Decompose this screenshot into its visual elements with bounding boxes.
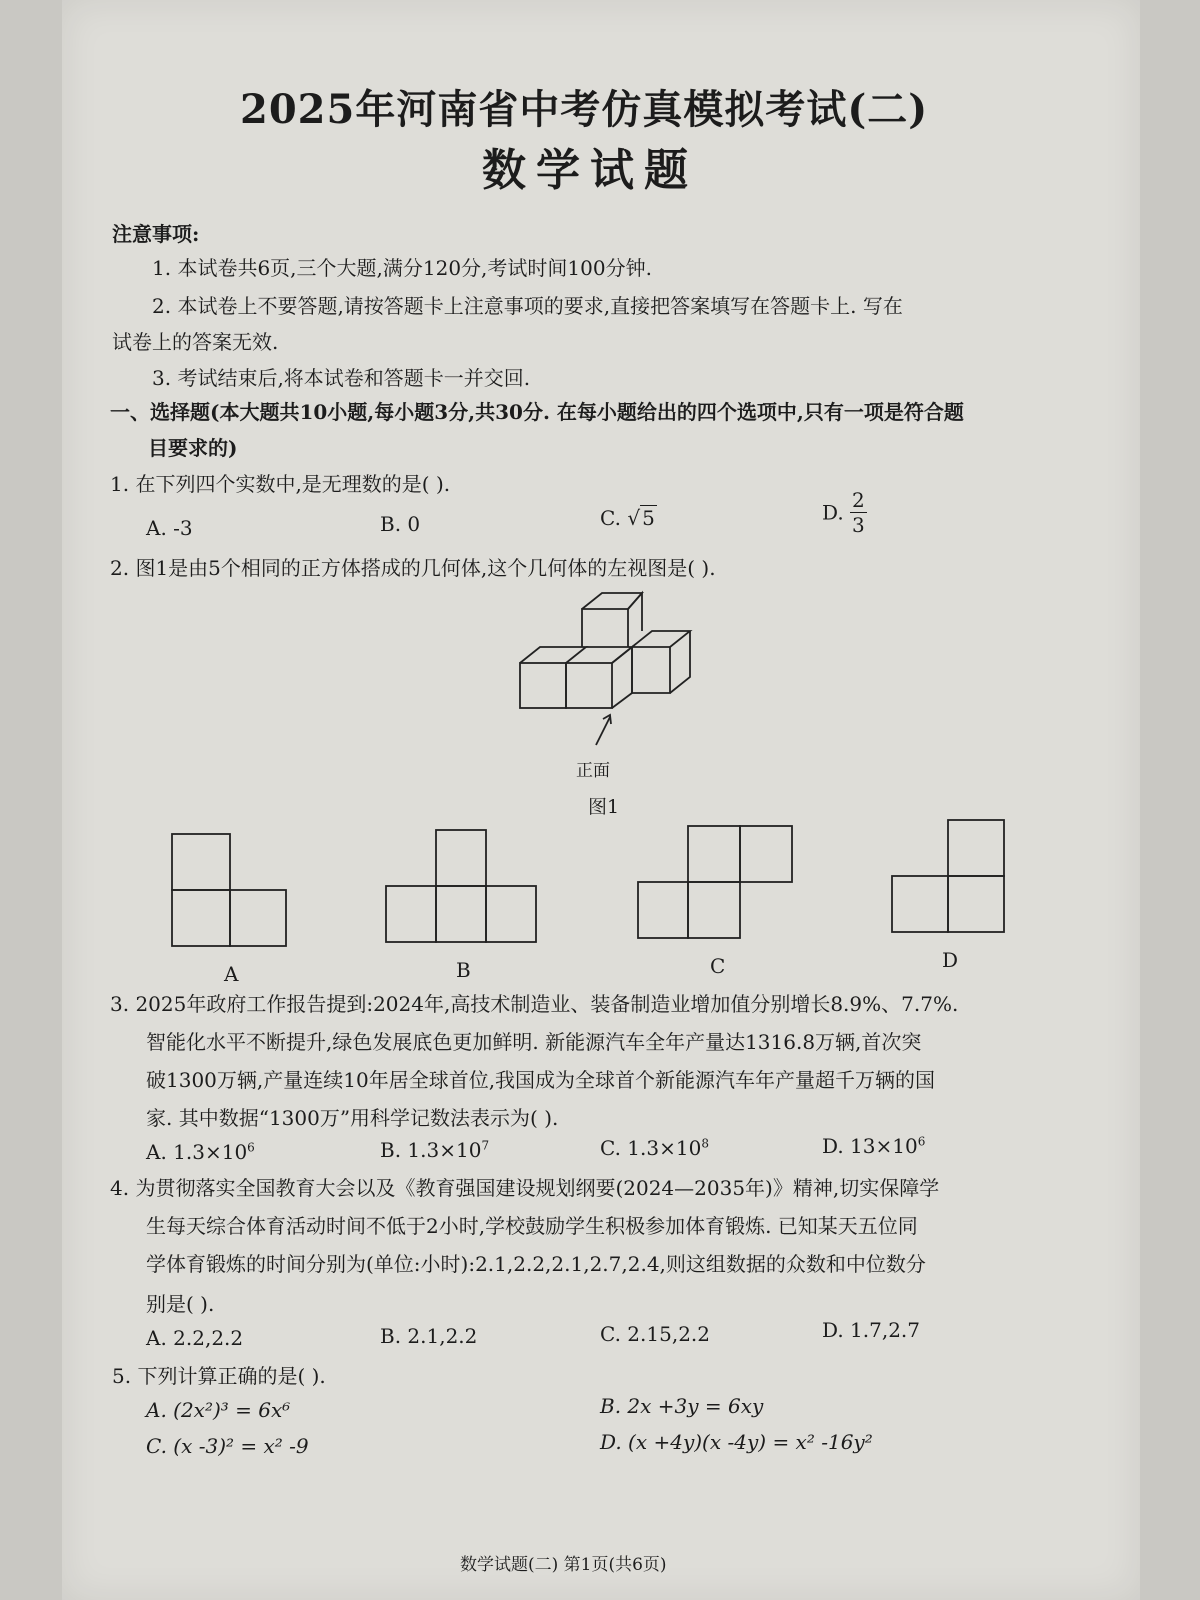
q3-option-b [380,1138,489,1162]
cube-top-1 [520,647,586,663]
question-1-stem: 1. 在下列四个实数中,是无理数的是( ). [110,472,451,496]
cube-back-right-top [632,631,690,647]
question-4-line-3: 学体育锻炼的时间分别为(单位:小时):2.1,2.2,2.1,2.7,2.4,则这组数据的众数和中位数分 [146,1252,926,1276]
question-3-line-2: 智能化水平不断提升,绿色发展底色更加鲜明. 新能源汽车全年产量达1316.8万辆,首次突 [146,1030,922,1054]
q5-option-c: C. (x -3)² = x² -9 [146,1434,309,1458]
cube-top-2 [586,647,632,663]
q1-option-a: A. -3 [146,516,193,540]
q2-option-c-label: C [710,954,726,978]
page-footer: 数学试题(二) 第1页(共6页) [460,1555,667,1575]
question-3-line-1: 3. 2025年政府工作报告提到:2024年,高技术制造业、装备制造业增加值分别增长8.9%、7.7%. [110,992,959,1016]
cube-back-right-side [670,631,690,693]
question-5-stem: 5. 下列计算正确的是( ). [112,1364,326,1388]
fraction [850,490,867,535]
q4-option-a: A. 2.2,2.2 [146,1326,244,1350]
q4-option-b: B. 2.1,2.2 [380,1324,478,1348]
question-4-line-2: 生每天综合体育活动时间不低于2小时,学校鼓励学生积极参加体育锻炼. 已知某天五位同 [146,1214,918,1238]
q3-option-d-base: D. 13×10 [822,1134,918,1158]
question-3-line-3: 破1300万辆,产量连续10年居全球首位,我国成为全球首个新能源汽车年产量超千万辆的国 [146,1068,936,1092]
q2-option-a-label: A [224,962,239,986]
q4-option-d: D. 1.7,2.7 [822,1318,921,1342]
question-2-stem: 2. 图1是由5个相同的正方体搭成的几何体,这个几何体的左视图是( ). [110,556,716,580]
question-4-line-4: 别是( ). [146,1292,215,1316]
q1-option-c-label: C. [600,506,628,530]
notice-item-2: 2. 本试卷上不要答题,请按答题卡上注意事项的要求,直接把答案填写在答题卡上. 写在 [152,294,903,318]
notice-item-2-cont: 试卷上的答案无效. [112,330,279,354]
q3-option-a-exp: 6 [247,1140,255,1155]
q1-radicand: 5 [642,506,655,530]
q1-option-c [600,506,657,530]
q1-option-d [822,490,867,535]
question-3-line-4: 家. 其中数据“1300万”用科学记数法表示为( ). [146,1106,559,1130]
fraction-denominator: 3 [852,513,865,537]
exam-title: 2025年河南省中考仿真模拟考试(二) [240,86,929,133]
cube-front-1 [520,663,566,708]
q4-option-c: C. 2.15,2.2 [600,1322,710,1346]
q2-option-b-label: B [456,958,471,982]
q3-option-c-exp: 8 [701,1136,709,1151]
q5-option-b: B. 2x +3y = 6xy [600,1394,764,1418]
q1-option-d-label: D. [822,500,851,525]
q3-option-c [600,1136,709,1160]
cube-side-2 [612,647,632,708]
notice-item-1: 1. 本试卷共6页,三个大题,满分120分,考试时间100分钟. [152,256,652,280]
q3-option-d-exp: 6 [917,1134,926,1149]
front-arrow-icon [596,717,610,745]
cube-front-2 [566,663,612,708]
subject-title: 数学试题 [482,145,698,196]
fraction-numerator: 2 [852,488,865,512]
section-heading-cont: 目要求的) [148,436,238,460]
cube-top-front [582,609,628,647]
q2-option-d-view [890,818,1010,936]
q5-option-a: A. (2x²)³ = 6x⁶ [146,1398,291,1422]
sqrt-symbol: √ [627,506,641,530]
figure-1-cubes [510,585,700,755]
q2-option-c-view [636,824,796,942]
notice-item-3: 3. 考试结束后,将本试卷和答题卡一并交回. [152,366,531,390]
q1-option-b: B. 0 [380,512,421,536]
q2-option-d-label: D [942,948,959,972]
cube-top-top [582,593,642,609]
question-4-line-1: 4. 为贯彻落实全国教育大会以及《教育强国建设规划纲要(2024—2035年)》精神,切实保障学 [110,1176,940,1200]
q2-option-b-view [384,828,540,946]
q3-option-b-exp: 7 [481,1138,490,1153]
notice-heading: 注意事项: [112,222,200,246]
q3-option-a [146,1140,255,1164]
q3-option-c-base: C. 1.3×10 [600,1136,702,1160]
q3-option-d [822,1134,925,1158]
front-label: 正面 [576,761,610,781]
q3-option-a-base: A. 1.3×10 [146,1140,248,1164]
cube-back-right-front [632,647,670,693]
q3-option-b-base: B. 1.3×10 [380,1138,482,1162]
q2-option-a-view [170,832,290,950]
section-heading: 一、选择题(本大题共10小题,每小题3分,共30分. 在每小题给出的四个选项中,只有一项是符合题 [110,400,964,424]
cube-top-side [628,593,642,631]
q5-option-d: D. (x +4y)(x -4y) = x² -16y² [600,1430,873,1454]
figure-1-label: 图1 [588,796,620,818]
